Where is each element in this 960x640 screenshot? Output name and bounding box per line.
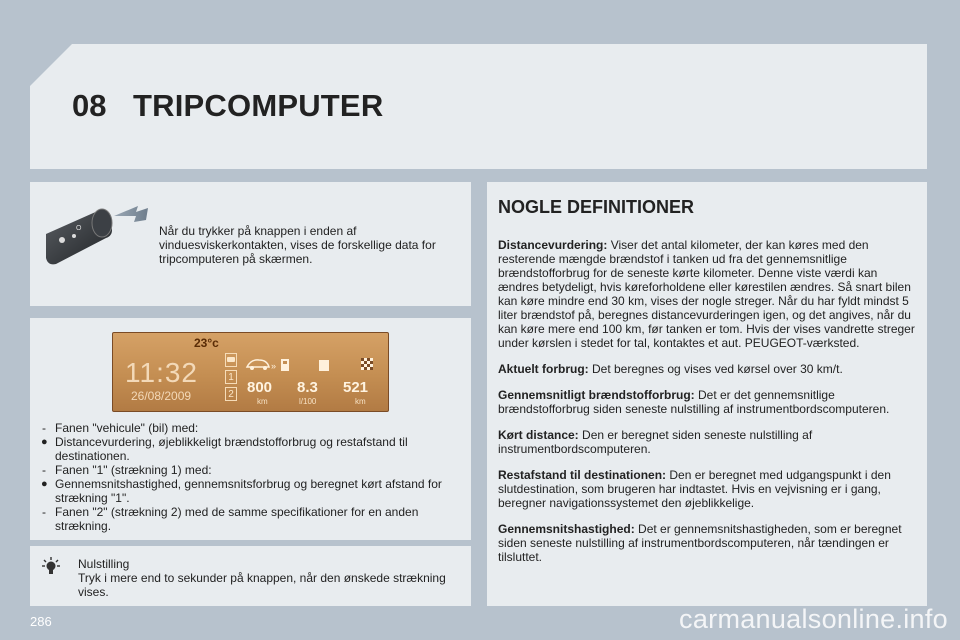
list-item-text: Fanen "1" (strækning 1) med:: [55, 463, 212, 477]
definition-term: Gennemsnitligt brændstofforbrug:: [498, 388, 695, 402]
definition-text: Den er beregnet med udgangspunkt i den slutdestination, som brugeren har indtastet. Hvis en vejvisning er i gang, beregner navigationssystemet den øjeblikkelige.: [498, 468, 891, 510]
tip-text: [78, 557, 458, 599]
list-item: [40, 435, 455, 463]
list-dash: -: [42, 463, 46, 477]
display-icons: [241, 355, 387, 375]
definition-text: Den er beregnet siden seneste nulstilling af instrumentbordscomputeren.: [498, 428, 813, 456]
range-car-icon: [247, 360, 276, 371]
display-temperature: 23°c: [194, 336, 219, 350]
svg-text:O: O: [76, 225, 82, 232]
fuel-can-icon: [319, 360, 329, 371]
chapter-title: TRIPCOMPUTER: [133, 88, 384, 123]
chapter-number: 08: [72, 88, 107, 123]
tip-title: Nulstilling: [78, 557, 130, 571]
display-value-consumption: 8.3: [297, 379, 318, 396]
definition-item: [498, 362, 918, 376]
tab-description-list: [40, 421, 455, 533]
display-unit-consumption: l/100: [299, 397, 317, 406]
display-tab-2: 2: [225, 387, 237, 401]
page-number: 286: [30, 614, 52, 629]
display-clock: 11:32: [125, 357, 198, 388]
definition-item: [498, 522, 918, 564]
list-bullet: ●: [41, 478, 48, 490]
list-item: [40, 477, 455, 505]
checkered-flag-icon: [361, 358, 373, 370]
definition-term: Aktuelt forbrug:: [498, 362, 589, 376]
definition-item: [498, 428, 918, 456]
definition-item: [498, 468, 918, 510]
wiper-stalk-icon: [42, 196, 152, 276]
svg-text:»: »: [271, 361, 277, 371]
display-unit-range: km: [257, 397, 268, 406]
lightbulb-icon: [41, 556, 61, 576]
list-dash: -: [42, 421, 46, 435]
wiper-stalk-illustration: [42, 196, 152, 276]
fuel-pump-icon: [281, 359, 289, 371]
tip-body: Tryk i mere end to sekunder på knappen, når den ønskede strækning vises.: [78, 571, 446, 599]
display-value-remaining: 521: [343, 379, 369, 396]
definition-item: [498, 388, 918, 416]
definitions-heading: NOGLE DEFINITIONER: [498, 197, 695, 217]
list-item: [40, 505, 455, 533]
list-bullet: ●: [41, 436, 48, 448]
car-icon: [226, 354, 236, 364]
definition-text: Det beregnes og vises ved kørsel over 30 km/t.: [592, 362, 843, 376]
display-date: 26/08/2009: [131, 389, 192, 403]
definition-term: Distancevurdering:: [498, 238, 608, 252]
list-item-text: Fanen "vehicule" (bil) med:: [55, 421, 199, 435]
definition-text: Det er det gennemsnitlige brændstofforbrug siden seneste nulstilling af instrumentbordscomputeren.: [498, 388, 890, 416]
display-value-range: 800: [247, 379, 273, 396]
definition-text: Det er gennemsnitshastigheden, som er beregnet siden seneste nulstilling af instrumentbordscomputeren, når tændingen er tilsluttet.: [498, 522, 902, 564]
display-unit-remaining: km: [355, 397, 366, 406]
definition-text: Viser det antal kilometer, der kan køres med den resterende mængde brændstof i tanken ud fra det gennemsnitlige brændstofforbrug for de seneste kørte kilometer. Denne viste værdi kan ændres betydeligt, hvis køreforholdene eller kørestilen ændres. Så snart bilen kan køre mindre end 30 km, vises der nogle streger. Når du har fyldt mindst 5 liter brændstof på, beregnes distancevurderingen igen, og det angives, når du kan køre mere end 100 km, før tanken er tom. Hvis der vises vandrette streger under kørslen i stedet for tal, kontaktes et aut. PEUGEOT-værksted.: [498, 238, 915, 350]
definition-term: Kørt distance:: [498, 428, 579, 442]
list-item: [40, 421, 455, 435]
display-tab-1: 1: [225, 370, 237, 384]
display-tabs: [225, 353, 237, 404]
list-item-text: Distancevurdering, øjeblikkeligt brændstofforbrug og restafstand til destinationen.: [55, 435, 408, 463]
display-tab-vehicle: [225, 353, 237, 367]
list-item-text: Gennemsnitshastighed, gennemsnitsforbrug og beregnet kørt afstand for strækning "1".: [55, 477, 442, 505]
watermark: carmanualsonline.info: [679, 604, 948, 634]
definition-item: [498, 238, 918, 350]
list-item: [40, 463, 455, 477]
definition-term: Gennemsnitshastighed:: [498, 522, 635, 536]
list-item-text: Fanen "2" (strækning 2) med de samme specifikationer for en anden strækning.: [55, 505, 419, 533]
definitions-list: [498, 238, 918, 576]
list-dash: -: [42, 505, 46, 519]
intro-text: Når du trykker på knappen i enden af vinduesviskerkontakten, vises de forskellige data for tripcomputeren på skærmen.: [159, 224, 436, 266]
definition-term: Restafstand til destinationen:: [498, 468, 667, 482]
trip-display: [112, 332, 389, 412]
